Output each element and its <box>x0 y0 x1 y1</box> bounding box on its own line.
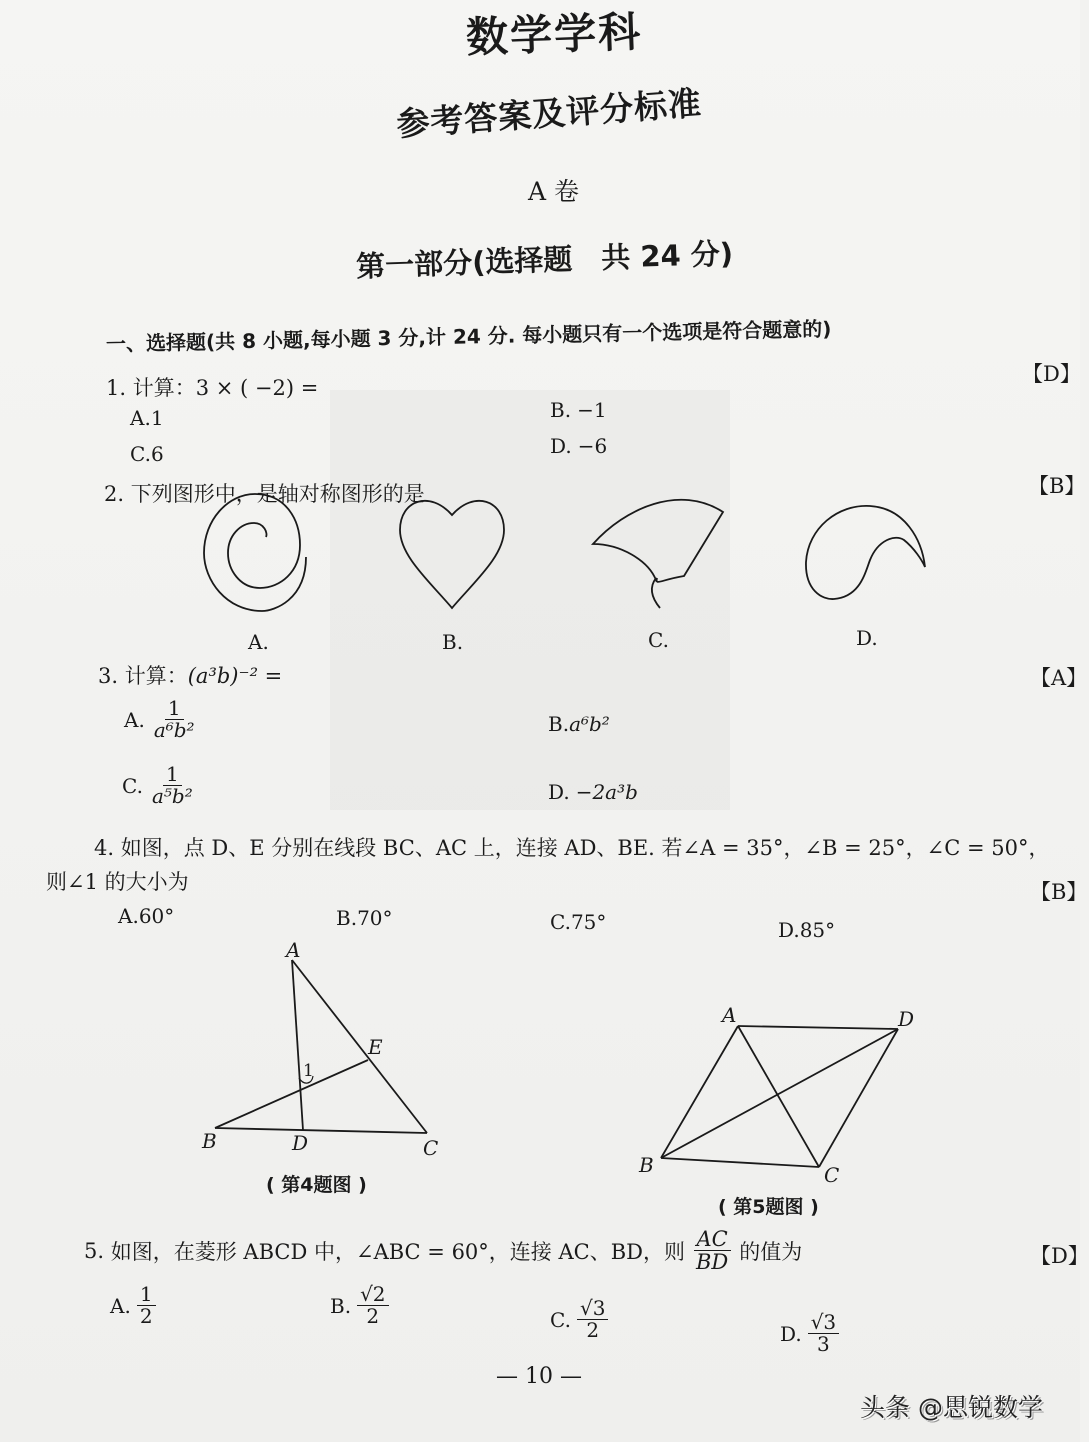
q4-answer: 【B】 <box>1030 880 1088 904</box>
rhombus-point-a-label: A <box>722 1003 737 1027</box>
q2-option-b-label: B. <box>442 630 464 654</box>
point-e-label: E <box>368 1035 383 1059</box>
q2-option-a-label: A. <box>248 630 269 654</box>
q4-stem-line2: 则∠1 的大小为 <box>46 870 189 894</box>
document-title: 数学学科 <box>465 6 643 63</box>
q2-answer: 【B】 <box>1028 474 1086 498</box>
q4-option-c: C.75° <box>550 910 607 934</box>
part-heading: 第一部分(选择题 共 24 分) <box>355 236 734 284</box>
q4-option-d: D.85° <box>778 918 836 942</box>
q1-answer: 【D】 <box>1022 362 1081 386</box>
q1-option-d: D. −6 <box>550 434 608 458</box>
q4-figure-caption: ( 第4题图 ) <box>266 1174 367 1196</box>
q5-option-c: C. $\frac{√3}{2}$ <box>550 1298 608 1341</box>
watermark: 头条 @思锐数学 <box>860 1393 1043 1422</box>
q3-stem: 3. 计算：(a³b)⁻² = <box>98 664 283 688</box>
rhombus-point-d-label: D <box>898 1007 915 1031</box>
point-a-label: A <box>286 938 301 962</box>
q3-answer: 【A】 <box>1030 666 1088 690</box>
point-d-label: D <box>292 1131 309 1155</box>
q5-figure-caption: ( 第5题图 ) <box>718 1196 819 1218</box>
q1-number: 1. <box>106 376 127 400</box>
page-number: — 10 — <box>496 1364 582 1389</box>
q5-answer: 【D】 <box>1030 1244 1089 1268</box>
point-b-label: B <box>202 1129 217 1153</box>
q3-option-b: B.a⁶b² <box>548 712 610 736</box>
rhombus-point-c-label: C <box>824 1163 840 1187</box>
q1-option-c: C.6 <box>130 442 164 466</box>
q1-option-b: B. −1 <box>550 398 607 422</box>
q5-option-a: A. $\frac{1}{2}$ <box>110 1284 156 1327</box>
q3-option-d: D. −2a³b <box>548 780 638 804</box>
q5-option-d: D. $\frac{√3}{3}$ <box>780 1312 839 1355</box>
q2-option-c-label: C. <box>648 628 669 652</box>
point-c-label: C <box>423 1136 439 1160</box>
q4-option-b: B.70° <box>336 906 393 930</box>
q3-option-c: C. $\frac{1}{\text{a⁵b²}}$ <box>122 762 193 808</box>
q1-text: 计算：3 × ( −2) = <box>132 376 319 400</box>
document-subtitle: 参考答案及评分标准 <box>395 83 704 144</box>
rhombus-point-b-label: B <box>639 1153 654 1177</box>
angle-1-label: 1 <box>303 1061 314 1081</box>
q5-option-b: B. $\frac{√2}{2}$ <box>330 1284 389 1327</box>
q1-option-a: A.1 <box>130 406 164 430</box>
q4-stem-line1: 4. 如图，点 D、E 分别在线段 BC、AC 上，连接 AD、BE. 若∠A = 35°，∠B = 25°，∠C = 50°， <box>94 836 1050 860</box>
volume-label: A 卷 <box>528 177 580 206</box>
q4-option-a: A.60° <box>118 904 175 928</box>
q2-option-d-label: D. <box>856 626 878 650</box>
q3-option-a: A. $\frac{1}{\text{a⁶b²}}$ <box>124 696 195 742</box>
q5-stem: 5. 如图，在菱形 ABCD 中，∠ABC = 60°，连接 AC、BD，则 $\frac{AC}{BD}$ 的值为 <box>84 1227 803 1275</box>
q2-stem: 2. 下列图形中，是轴对称图形的是 <box>104 482 425 506</box>
section-instructions: 一、选择题(共 8 小题,每小题 3 分,计 24 分. 每小题只有一个选项是符合题意的) <box>105 316 832 356</box>
